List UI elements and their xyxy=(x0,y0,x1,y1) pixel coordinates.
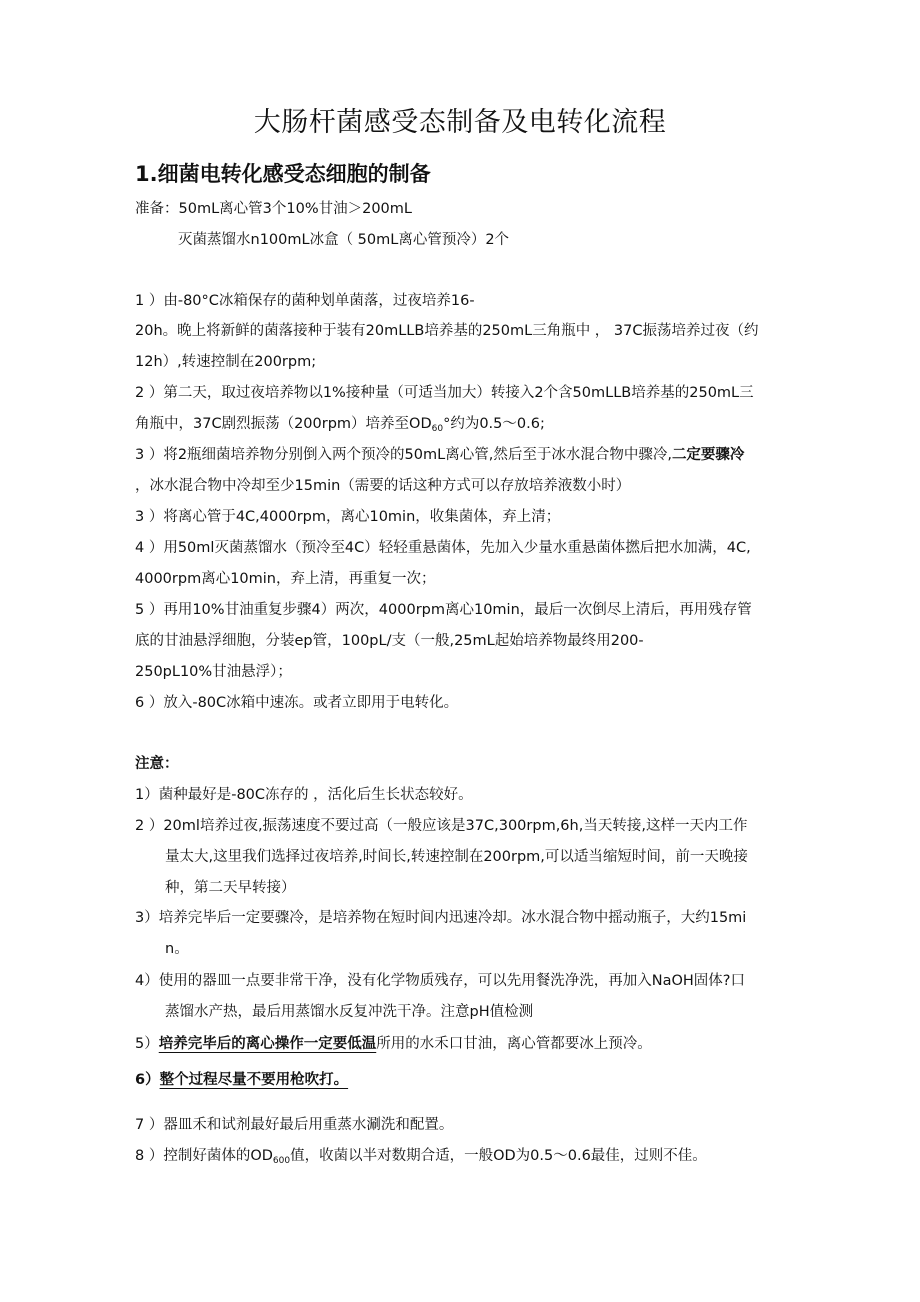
step-line: 2 ）第二天，取过夜培养物以1%接种量（可适当加大）转接入2个含50mLLB培养基的250mL三 xyxy=(135,385,754,401)
emphasis-text: 培养完毕后的离心操作一定要低温 xyxy=(158,1036,377,1052)
note-line: 量太大,这里我们选择过夜培养,时间长,转速控制在200rpm,可以适当缩短时间，前一天晚接 xyxy=(165,849,748,865)
note-text: 6） xyxy=(135,1072,160,1088)
step-line: 底的甘油悬浮细胞，分装ep管，100pL/支（一般,25mL起始培养物最终用200- xyxy=(135,633,644,649)
step-line: 20h。晚上将新鲜的菌落接种于装有20mLLB培养基的250mL三角瓶中 ， 37C振荡培养过夜（约 xyxy=(135,323,759,339)
note-line: 4）使用的器皿一点要非常干净，没有化学物质残存，可以先用餐洗净洗，再加入NaOH固体?口 xyxy=(135,973,745,989)
note-line: n。 xyxy=(165,941,189,957)
note-line: 种，第二天早转接） xyxy=(165,880,296,896)
note-line: 7 ）器皿禾和试剂最好最后用重蒸水涮洗和配置。 xyxy=(135,1117,454,1133)
note-text: 所用的水禾口甘油，离心管都要冰上预冷。 xyxy=(376,1036,652,1052)
note-line xyxy=(135,1069,795,1091)
step-line: 250pL10%甘油悬浮）； xyxy=(135,664,292,680)
note-line: 2 ）20ml培养过夜,振荡速度不要过高（一般应该是37C,300rpm,6h,当天转接,这样一天内工作 xyxy=(135,818,748,834)
step-line: 4 ）用50ml灭菌蒸馏水（预冷至4C）轻轻重悬菌体，先加入少量水重悬菌体撚后把水加满，4C, xyxy=(135,540,751,556)
prep-line: 灭菌蒸馏水n100mL冰盒（ 50mL离心管预冷）2个 xyxy=(178,232,510,248)
note-line xyxy=(135,1145,795,1167)
note-line xyxy=(135,1033,795,1055)
step-line: 1 ）由-80°C冰箱保存的菌种划单菌落，过夜培养16- xyxy=(135,293,475,309)
note-line: 3）培养完毕后一定要骤冷，是培养物在短时间内迅速冷却。冰水混合物中摇动瓶子，大约15mi xyxy=(135,910,747,926)
step-line: 3 ）将离心管于4C,4000rpm，离心10min，收集菌体，弃上清； xyxy=(135,509,561,525)
document-title: 大肠杆菌感受态制备及电转化流程 xyxy=(253,107,667,138)
step-text: 3 ）将2瓶细菌培养物分别倒入两个预冷的50mL离心管,然后至于冰水混合物中骤冷, xyxy=(135,447,672,463)
step-line xyxy=(135,444,795,466)
subscript: 60 xyxy=(431,424,444,434)
note-text: 5） xyxy=(135,1036,159,1052)
section-heading: 1.细菌电转化感受态细胞的制备 xyxy=(135,162,431,186)
subscript: 600 xyxy=(272,1156,291,1166)
emphasis-text: 二定要骤冷 xyxy=(671,447,745,463)
note-line: 蒸馏水产热，最后用蒸馏水反复冲洗干净。注意pH值检测 xyxy=(165,1004,534,1020)
note-text: 8 ）控制好菌体的OD xyxy=(135,1148,273,1164)
note-text: 值，收菌以半对数期合适，一般OD为0.5～0.6最佳，过则不佳。 xyxy=(290,1148,707,1164)
step-text: 角瓶中，37C剧烈振荡（200rpm）培养至OD xyxy=(135,416,432,432)
note-line: 1）菌种最好是-80C冻存的 ，活化后生长状态较好。 xyxy=(135,787,473,803)
step-line xyxy=(135,413,795,435)
emphasis-text: 整个过程尽量不要用枪吹打。 xyxy=(159,1072,349,1088)
prep-line: 准备：50mL离心管3个10%甘油＞200mL xyxy=(135,201,412,217)
notes-heading: 注意： xyxy=(135,756,179,772)
step-line: 12h）,转速控制在200rpm; xyxy=(135,354,317,370)
step-line: 5 ）再用10%甘油重复步骤4）两次，4000rpm离心10min，最后一次倒尽上清后，再用残存管 xyxy=(135,602,752,618)
step-line: 6 ）放入-80C冰箱中速冻。或者立即用于电转化。 xyxy=(135,695,459,711)
step-text: °约为0.5～0.6; xyxy=(443,416,545,432)
step-line: 4000rpm离心10min，弃上清，再重复一次； xyxy=(135,571,436,587)
step-line: ，冰水混合物中冷却至少15min（需要的话这种方式可以存放培养液数小时） xyxy=(135,478,631,494)
